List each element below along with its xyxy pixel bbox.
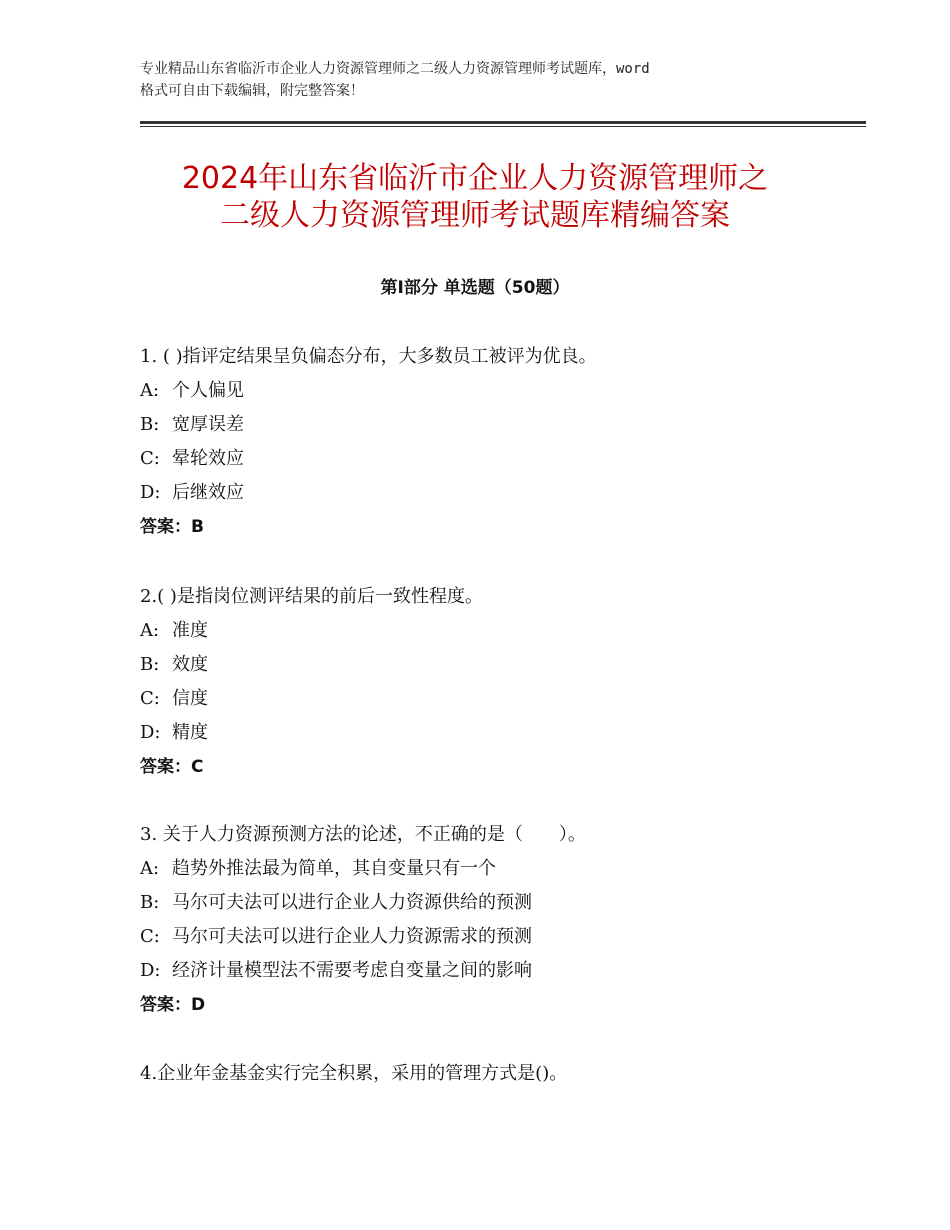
- question-stem: 1. ( )指评定结果呈负偏态分布，大多数员工被评为优良。: [140, 346, 597, 367]
- option-text: 趋势外推法最为简单，其自变量只有一个: [172, 858, 496, 879]
- option-b: [140, 648, 880, 682]
- option-letter: C:: [140, 688, 160, 709]
- option-letter: A:: [140, 380, 160, 401]
- document-title-line-1: 2024年山东省临沂市企业人力资源管理师之: [181, 161, 769, 196]
- option-b: [140, 886, 880, 920]
- question-3: [140, 818, 880, 1022]
- option-letter: D:: [140, 960, 161, 981]
- option-text: 经济计量模型法不需要考虑自变量之间的影响: [172, 960, 532, 981]
- option-c: [140, 442, 880, 476]
- option-text: 马尔可夫法可以进行企业人力资源供给的预测: [172, 892, 532, 913]
- option-text: 马尔可夫法可以进行企业人力资源需求的预测: [172, 926, 532, 947]
- option-d: [140, 954, 880, 988]
- option-b: [140, 408, 880, 442]
- header-note: [140, 58, 830, 102]
- option-text: 精度: [172, 722, 208, 743]
- question-4: [140, 1057, 880, 1091]
- option-a: [140, 374, 880, 408]
- answer-key: 答案：C: [140, 757, 204, 777]
- option-text: 信度: [172, 688, 208, 709]
- option-a: [140, 852, 880, 886]
- header-note-line-2: 格式可自由下载编辑，附完整答案！: [140, 83, 364, 99]
- option-text: 后继效应: [172, 482, 244, 503]
- option-text: 个人偏见: [172, 380, 244, 401]
- document-title-line-2: 二级人力资源管理师考试题库精编答案: [220, 198, 730, 233]
- option-letter: C:: [140, 448, 160, 469]
- option-c: [140, 920, 880, 954]
- question-stem: 4.企业年金基金实行完全积累，采用的管理方式是()。: [140, 1063, 568, 1084]
- option-letter: A:: [140, 620, 160, 641]
- option-text: 效度: [172, 654, 208, 675]
- option-text: 晕轮效应: [172, 448, 244, 469]
- document-title: [120, 160, 830, 234]
- option-text: 宽厚误差: [172, 414, 244, 435]
- option-letter: B:: [140, 892, 160, 913]
- option-letter: C:: [140, 926, 160, 947]
- option-a: [140, 614, 880, 648]
- section-heading: 第Ⅰ部分 单选题（50题）: [380, 278, 570, 298]
- question-1: [140, 340, 880, 544]
- header-divider-thin: [140, 126, 866, 127]
- option-letter: D:: [140, 482, 161, 503]
- answer-key: 答案：B: [140, 517, 204, 537]
- option-letter: D:: [140, 722, 161, 743]
- question-stem: 2.( )是指岗位测评结果的前后一致性程度。: [140, 586, 483, 607]
- question-stem: 3. 关于人力资源预测方法的论述，不正确的是（ ）。: [140, 824, 586, 845]
- header-note-line-1: 专业精品山东省临沂市企业人力资源管理师之二级人力资源管理师考试题库，word: [140, 61, 650, 77]
- option-d: [140, 716, 880, 750]
- option-letter: B:: [140, 654, 160, 675]
- option-c: [140, 682, 880, 716]
- header-divider-thick: [140, 121, 866, 124]
- option-d: [140, 476, 880, 510]
- answer-key: 答案：D: [140, 995, 206, 1015]
- question-2: [140, 580, 880, 784]
- option-letter: A:: [140, 858, 160, 879]
- option-text: 准度: [172, 620, 208, 641]
- option-letter: B:: [140, 414, 160, 435]
